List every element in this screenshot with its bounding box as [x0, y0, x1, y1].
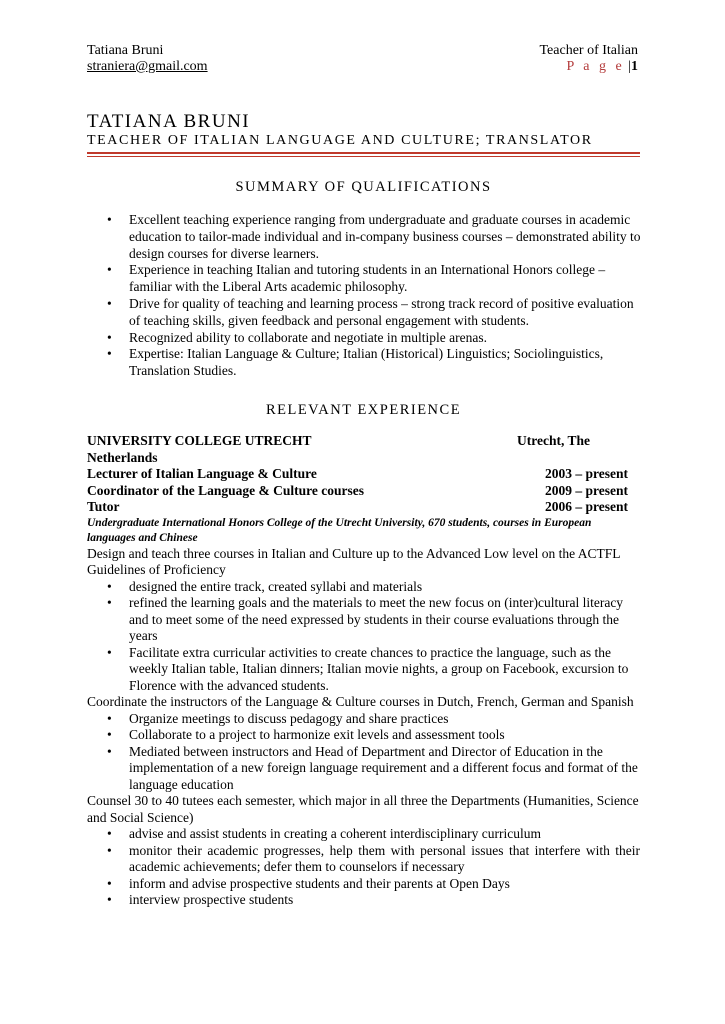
counsel-intro: Counsel 30 to 40 tutees each semester, which major in all three the Departments (Humanities, Science and Social Science): [87, 793, 639, 825]
bullet-icon: •: [107, 329, 112, 345]
list-item: • Experience in teaching Italian and tutoring students in an International Honors college – familiar with the Liberal Arts academic philosophy.: [107, 262, 606, 295]
bullet-icon: •: [107, 212, 112, 227]
experience-section: [87, 433, 640, 909]
bullet-icon: •: [107, 743, 112, 759]
org-description: Undergraduate International Honors College of the Utrecht University, 670 students, courses in European languages and Chinese: [87, 516, 592, 544]
role-row: [87, 499, 640, 516]
bullet-icon: •: [107, 578, 112, 594]
list-item: • Expertise: Italian Language & Culture; Italian (Historical) Linguistics; Sociolinguistics, Translation Studies.: [107, 346, 604, 379]
title-divider-thin: [87, 156, 640, 157]
title-divider-thick: [87, 152, 640, 154]
header-name: Tatiana Bruni: [87, 43, 164, 58]
bullet-icon: •: [107, 842, 112, 858]
list-item: • refined the learning goals and the materials to meet the new focus on (inter)cultural literacy and to meet some of the need expressed by students in their course evaluations through the years: [107, 595, 624, 643]
list-item: • Excellent teaching experience ranging from undergraduate and graduate courses in academic education to tailor-made individual and in-company business courses – demonstrated ability to design courses for diverse learners.: [107, 212, 641, 261]
counsel-list: [107, 826, 640, 909]
bullet-icon: •: [107, 595, 112, 610]
list-item: • Recognized ability to collaborate and negotiate in multiple arenas.: [107, 329, 488, 345]
page-indicator: [539, 59, 638, 75]
teach-list: [107, 578, 640, 695]
role-dates: 2006 – present: [545, 499, 628, 514]
summary-heading: SUMMARY OF QUALIFICATIONS: [235, 179, 492, 195]
list-item: • advise and assist students in creating a coherent interdisciplinary curriculum: [107, 826, 542, 841]
list-item: • inform and advise prospective students and their parents at Open Days: [107, 875, 510, 891]
resume-subtitle: TEACHER OF ITALIAN LANGUAGE AND CULTURE; TRANSLATOR: [87, 133, 593, 148]
bullet-icon: •: [107, 295, 112, 311]
list-item: • designed the entire track, created syllabi and materials: [107, 578, 423, 594]
bullet-icon: •: [107, 727, 112, 742]
coord-intro: Coordinate the instructors of the Language & Culture courses in Dutch, French, German and Spanish: [87, 694, 634, 709]
role-row: [87, 483, 640, 500]
list-item: • interview prospective students: [107, 892, 294, 907]
bullet-icon: •: [107, 346, 112, 362]
role-title: Coordinator of the Language & Culture courses: [87, 482, 364, 498]
header-email-link[interactable]: straniera@gmail.com: [87, 59, 208, 74]
bullet-icon: •: [107, 875, 112, 891]
coord-list: [107, 710, 640, 794]
experience-heading: RELEVANT EXPERIENCE: [265, 402, 462, 418]
page-header-left: [87, 43, 208, 75]
role-title: Tutor: [87, 499, 120, 514]
list-item: • Facilitate extra curricular activities to create chances to practice the language, such as the weekly Italian table, Italian dinners; Italian movie nights, a group on Facebook, excursion to Florence with the advanced students.: [107, 644, 629, 693]
list-item: • monitor their academic progresses, help them with personal issues that interfere with their academic achievements; defer them to counselors if necessary: [107, 842, 640, 874]
role-dates: 2003 – present: [545, 466, 628, 481]
page-header-right: [539, 43, 638, 75]
list-item: • Collaborate to a project to harmonize exit levels and assessment tools: [107, 727, 505, 742]
list-item: • Drive for quality of teaching and learning process – strong track record of positive evaluation of teaching skills, given feedback and personal engagement with students.: [107, 295, 634, 328]
org-row: [87, 433, 640, 450]
role-title: Lecturer of Italian Language & Culture: [87, 466, 317, 481]
role-dates: 2009 – present: [545, 482, 628, 498]
bullet-icon: •: [107, 710, 112, 726]
role-row: [87, 466, 640, 483]
page-number: 1: [631, 59, 638, 74]
list-item: • Mediated between instructors and Head of Department and Director of Education in the implementation of a new foreign language requirement and a different focus and format of the language education: [107, 743, 638, 792]
bullet-icon: •: [107, 644, 112, 660]
teach-intro: Design and teach three courses in Italian and Culture up to the Advanced Low level on the ACTFL Guidelines of Proficiency: [87, 545, 620, 577]
page-separator: |: [624, 59, 631, 74]
summary-list: [107, 212, 644, 380]
org-name: UNIVERSITY COLLEGE UTRECHT: [87, 433, 312, 448]
org-location: Utrecht, The: [517, 433, 590, 448]
list-item: • Organize meetings to discuss pedagogy and share practices: [107, 710, 449, 726]
resume-name: TATIANA BRUNI: [87, 111, 251, 132]
bullet-icon: •: [107, 262, 112, 278]
org-location-cont: Netherlands: [87, 449, 158, 465]
header-role: Teacher of Italian: [539, 43, 638, 58]
page-label: P a g e: [566, 59, 625, 74]
bullet-icon: •: [107, 826, 112, 841]
bullet-icon: •: [107, 892, 112, 907]
